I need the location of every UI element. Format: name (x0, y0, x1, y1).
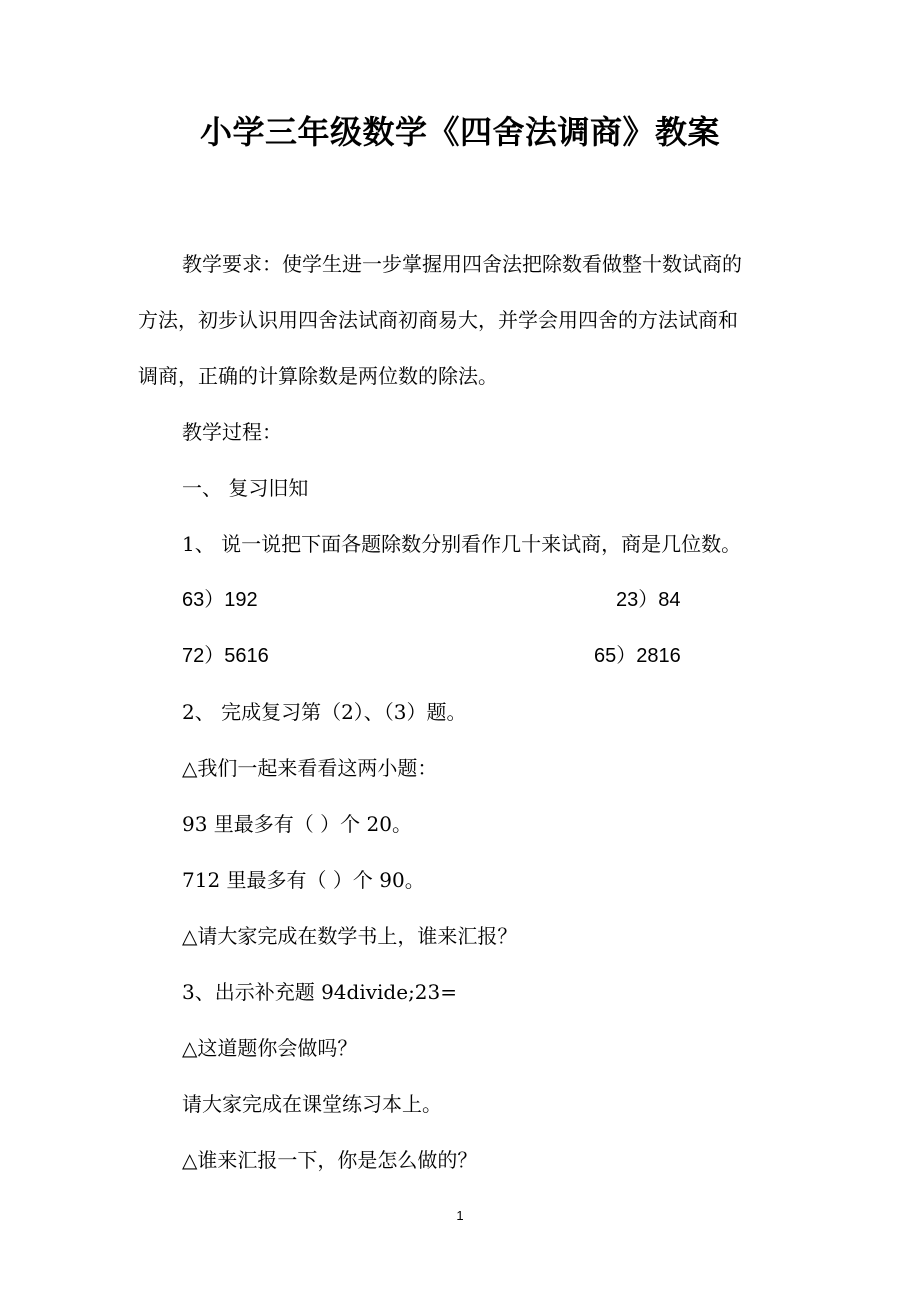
document-title: 小学三年级数学《四舍法调商》教案 (199, 113, 720, 151)
page-number: 1 (456, 1208, 464, 1223)
fill-blank-1: 93 里最多有（ ）个 20。 (182, 812, 412, 836)
requirements-line-3: 调商，正确的计算除数是两位数的除法。 (138, 364, 498, 388)
prompt-how-did-you: △谁来汇报一下，你是怎么做的？ (182, 1148, 478, 1172)
division-problem-a: 63）192 (182, 589, 258, 611)
section-heading-review: 一、 复习旧知 (182, 476, 309, 500)
requirements-line-2: 方法，初步认识用四舍法试商初商易大，并学会用四舍的方法试商和 (138, 308, 738, 332)
division-problem-d: 65）2816 (594, 645, 681, 667)
prompt-can-you-do: △这道题你会做吗？ (182, 1036, 358, 1060)
fill-blank-2: 712 里最多有（ ）个 90。 (182, 868, 425, 892)
process-heading: 教学过程： (182, 420, 282, 444)
requirements-line-1: 教学要求：使学生进一步掌握用四舍法把除数看做整十数试商的 (182, 252, 742, 276)
prompt-report: △请大家完成在数学书上，谁来汇报？ (182, 924, 518, 948)
item-1-text: 1、 说一说把下面各题除数分别看作几十来试商，商是几位数。 (182, 532, 742, 556)
division-problem-b: 23）84 (616, 589, 681, 611)
division-problem-c: 72）5616 (182, 645, 269, 667)
prompt-look-together: △我们一起来看看这两小题： (182, 756, 438, 780)
instruction-text: 请大家完成在课堂练习本上。 (182, 1092, 442, 1116)
item-3-text: 3、出示补充题 94divide;23= (182, 980, 458, 1004)
item-2-text: 2、 完成复习第（2）、（3）题。 (182, 700, 467, 724)
